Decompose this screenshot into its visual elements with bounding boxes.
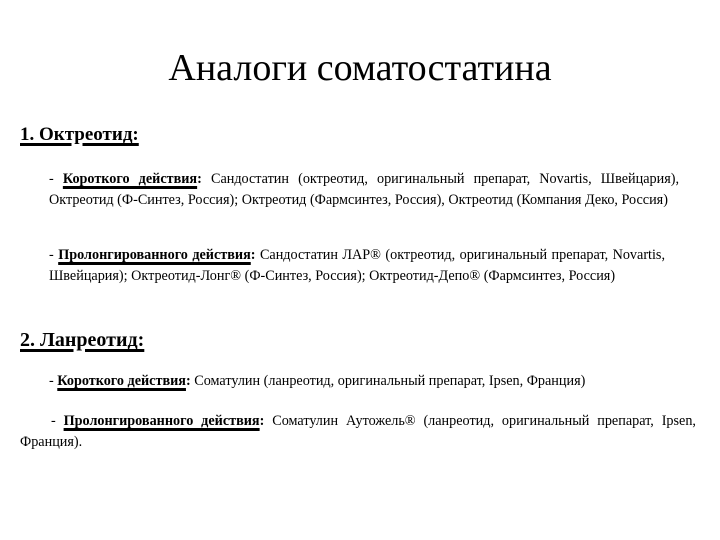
lanreotide-short-acting-paragraph: - Короткого действия: Соматулин (ланреотид, оригинальный препарат, Ipsen, Франция) — [49, 373, 586, 389]
long-acting-drugs: Сандостатин ЛАР® (октреотид, оригинальный препарат, Novartis, Швейцария); Октреотид-Лонг® (Ф-Синтез, Россия); Октреотид-Депо® (Фармсинтез, Россия) — [49, 247, 665, 284]
bullet-dash: - — [49, 171, 63, 187]
slide-title: Аналоги соматостатина — [168, 47, 552, 89]
long-acting-label: Пролонгированного действия — [58, 247, 251, 263]
octreotide-long-acting-paragraph: - Пролонгированного действия: Сандостатин ЛАР® (октреотид, оригинальный препарат, Novartis, Швейцария); Октреотид-Лонг® (Ф-Синтез, Россия); Октреотид-Депо® (Фармсинтез, Россия) — [49, 247, 665, 284]
bullet-dash: - — [51, 413, 64, 429]
short-acting-label: Короткого действия — [57, 373, 186, 389]
short-acting-drugs: Соматулин (ланреотид, оригинальный препарат, Ipsen, Франция) — [190, 373, 586, 389]
short-acting-label: Короткого действия — [62, 171, 198, 187]
lanreotide-long-acting-paragraph: - Пролонгированного действия: Соматулин Аутожель® (ланреотид, оригинальный препарат, Ipsen, Франция). — [20, 413, 696, 450]
section-heading-lanreotide: 2. Ланреотид: — [20, 329, 145, 351]
octreotide-short-acting-paragraph: - Короткого действия: Сандостатин (октреотид, оригинальный препарат, Novartis, Швейцария), Октреотид (Ф-Синтез, Россия); Октреотид (Фармсинтез, Россия), Октреотид (Компания Деко, Россия) — [49, 171, 680, 208]
section-heading-octreotide: 1. Октреотид: — [20, 124, 139, 145]
long-acting-drugs: Соматулин Аутожель® (ланреотид, оригинальный препарат, Ipsen, Франция). — [20, 413, 696, 450]
short-acting-drugs: Сандостатин (октреотид, оригинальный препарат, Novartis, Швейцария), Октреотид (Ф-Синтез, Россия); Октреотид (Фармсинтез, Россия), Октреотид (Компания Деко, Россия) — [49, 171, 680, 208]
bullet-dash: - — [49, 373, 58, 389]
long-acting-label: Пролонгированного действия — [63, 413, 260, 429]
bullet-dash: - — [49, 247, 59, 263]
